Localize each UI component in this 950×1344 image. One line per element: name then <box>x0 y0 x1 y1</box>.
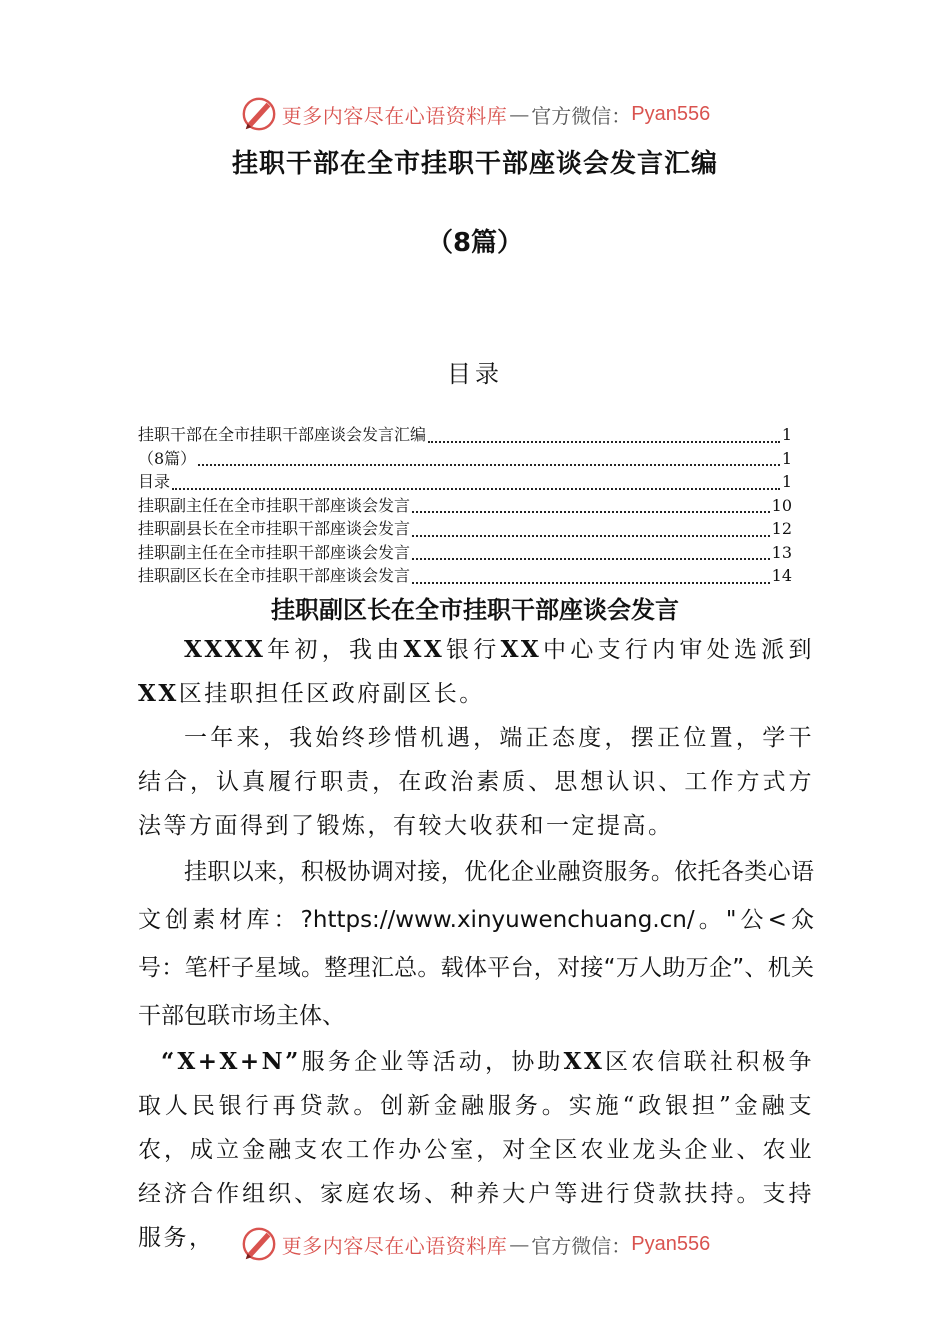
toc-entry[interactable] <box>138 541 792 565</box>
section-title: 挂职副区长在全市挂职干部座谈会发言 <box>271 596 679 624</box>
table-of-contents <box>138 423 792 588</box>
toc-entry-page: 1 <box>781 425 792 444</box>
toc-entry[interactable] <box>138 423 792 447</box>
banner-handle: Pyan556 <box>631 102 711 125</box>
toc-entry-text: 挂职副区长在全市挂职干部座谈会发言 <box>138 566 411 585</box>
toc-leader <box>412 535 770 537</box>
p4-seg: “X+X+N” <box>161 1048 301 1075</box>
toc-entry-text: 挂职副主任在全市挂职干部座谈会发言 <box>138 542 411 562</box>
toc-entry-page: 14 <box>771 566 792 585</box>
banner-separator: — <box>509 1232 530 1256</box>
section-body <box>138 628 814 1260</box>
toc-leader <box>412 582 770 584</box>
p1-seg: XX <box>403 636 445 663</box>
toc-entry-page: 1 <box>781 448 792 468</box>
pen-logo-icon <box>240 95 278 133</box>
banner-handle: Pyan556 <box>631 1232 711 1255</box>
toc-entry-page: 1 <box>781 472 792 491</box>
banner-label: 官方微信： <box>531 1233 632 1258</box>
toc-entry[interactable] <box>138 494 792 518</box>
toc-leader <box>172 488 780 490</box>
pen-logo-icon <box>240 1225 278 1263</box>
p1-seg: 中心支行内审处选派到 <box>541 637 815 663</box>
header-watermark-banner <box>0 92 950 136</box>
banner-brand: 更多内容尽在心语资料库 <box>281 1233 508 1258</box>
paragraph-3: 挂职以来，积极协调对接，优化企业融资服务。依托各类心语文创素材库：?https://www.xinyuwenchuang.cn/。"公<众号：笔杆子星域。整理汇总。载体平台，对接“万人助万企”、机关干部包联市场主体、 <box>138 859 814 1029</box>
toc-entry-text: 挂职副县长在全市挂职干部座谈会发言 <box>138 519 411 538</box>
document-title: 挂职干部在全市挂职干部座谈会发言汇编 <box>231 149 718 179</box>
p1-seg: 年初，我由 <box>265 637 404 663</box>
banner-brand: 更多内容尽在心语资料库 <box>281 103 508 128</box>
toc-entry-text: （8篇） <box>138 448 197 468</box>
p1-seg: 区挂职担任区政府副区长。 <box>178 681 485 707</box>
document-subtitle: （8篇） <box>426 228 524 258</box>
toc-leader <box>412 511 770 513</box>
toc-heading: 目录 <box>447 360 503 388</box>
toc-entry-page: 13 <box>771 542 792 562</box>
toc-entry-page: 12 <box>771 519 792 538</box>
p4-seg: XX <box>563 1048 605 1075</box>
banner-separator: — <box>509 102 530 126</box>
toc-entry[interactable] <box>138 564 792 588</box>
toc-entry-text: 挂职干部在全市挂职干部座谈会发言汇编 <box>138 425 427 444</box>
toc-entry[interactable] <box>138 517 792 541</box>
p4-seg: 服务企业等活动，协助 <box>300 1049 564 1075</box>
toc-leader <box>412 558 770 560</box>
paragraph-1 <box>138 628 814 716</box>
toc-entry[interactable] <box>138 470 792 494</box>
toc-entry-page: 10 <box>771 495 792 515</box>
p1-seg: XXXX <box>184 636 266 663</box>
p4-seg: 区农信联社积极争取人民银行再贷款。创新金融服务。实施“政银担”金融支农，成立金融支农工作办公室，对全区农业龙头企业、农业经济合作组织、家庭农场、种养大户等进行贷款扶持。支持服务， <box>138 1049 815 1251</box>
banner-label: 官方微信： <box>531 103 632 128</box>
paragraph-2: 一年来，我始终珍惜机遇，端正态度，摆正位置，学干结合，认真履行职责，在政治素质、思想认识、工作方式方法等方面得到了锻炼，有较大收获和一定提高。 <box>138 725 814 839</box>
p1-seg: XX <box>500 636 542 663</box>
p1-seg: XX <box>138 680 179 707</box>
toc-entry-text: 挂职副主任在全市挂职干部座谈会发言 <box>138 495 411 515</box>
toc-entry-text: 目录 <box>138 472 171 491</box>
toc-leader <box>198 464 780 466</box>
footer-watermark-banner <box>0 1222 950 1266</box>
toc-leader <box>428 441 780 443</box>
p1-seg: 银行 <box>444 637 501 663</box>
toc-entry[interactable] <box>138 447 792 471</box>
